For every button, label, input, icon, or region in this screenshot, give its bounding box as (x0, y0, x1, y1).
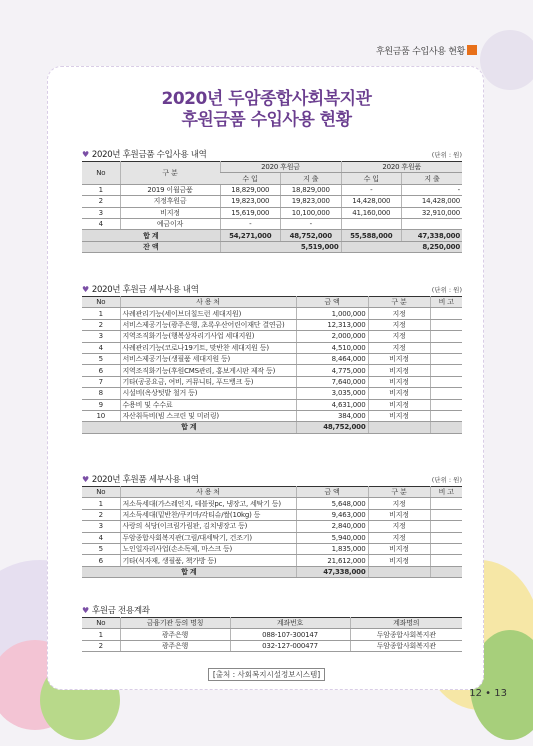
bg-cloud-right (480, 30, 533, 90)
section-title: ♥ 후원금 전용계좌 (82, 606, 150, 616)
balance-row: 잔 액 5,519,000 8,250,000 (82, 241, 462, 252)
section-title: ♥ 2020년 후원금 세부사용 내역 (82, 285, 199, 295)
table-row: 9 수용비 및 수수료 4,631,000 비지정 (82, 399, 462, 410)
table-row: 5 노인일자리사업(손소독제, 마스크 등) 1,835,000 비지정 (82, 543, 462, 554)
table-row: 10 자산취득비(빔 스크린 및 미러링) 384,000 비지정 (82, 410, 462, 421)
unit-label: (단위 : 원) (431, 286, 462, 294)
table-row: 3 사랑의 식당(이크림가림판, 김치냉장고 등) 2,840,000 지정 (82, 521, 462, 532)
table-row: 2 저소득세대(밑반찬/쿠키마/각티슈/쌀(10kg) 등 9,463,000 비지정 (82, 509, 462, 520)
page-title-line1: 2020년 두암종합사회복지관 (161, 89, 372, 109)
section-donation-detail (82, 283, 462, 434)
unit-label: (단위 : 원) (431, 151, 462, 159)
table-row: 4 사례관리기능(코로나19기트, 맞반찬 세대지원 등) 4,510,000 지정 (82, 342, 462, 353)
section-account (82, 604, 462, 652)
goods-detail-table: No 사 용 처 금 액 구 분 비 고 1 저소득세대(가스레인지, 테블릿pc, 냉장고, 세탁기 등) 5,648,000 지정 2 저소득세대(밑반찬/쿠키마/각티슈/쌀(10kg) 등 9,463,000 비지정 3 사랑의 식당(이크림가림판, 김치냉장고 등) 2,840,000 지정 4 두암종합사회복지관(그림/대세탁기, 건조기) 5,940,000 지정 5 노인일자리사업(손소독제, 마스크 등) 1,835,000 비지정 6 기타(식자재, 생필품, 책가방 등) 21,612,000 비지정 합 계 47,338,000 (82, 486, 462, 578)
heart-icon: ♥ (82, 285, 89, 294)
table-row: 3 지역조직화기능(행복상자리기사업 세대지원) 2,000,000 지정 (82, 331, 462, 342)
heart-icon: ♥ (82, 150, 89, 159)
total-row: 합 계 48,752,000 (82, 422, 462, 433)
table-row: 1 사례관리기능(세이브더칠드런 세대지원) 1,000,000 지정 (82, 308, 462, 319)
section-title: ♥ 2020년 후원품 세부사용 내역 (82, 475, 199, 485)
table-row: 2 서비스제공기능(광주은행, 초록우산어린이재단 결연금) 12,313,000 지정 (82, 319, 462, 330)
account-table: No 금융기관 등의 명칭 계좌번호 계좌명의 1 광주은행 088-107-300147 두암종합사회복지관 2 광주은행 032-127-000477 두암종합사회복지관 (82, 617, 462, 652)
donation-detail-table: No 사 용 처 금 액 구 분 비 고 1 사례관리기능(세이브더칠드런 세대지원) 1,000,000 지정 2 서비스제공기능(광주은행, 초록우산어린이재단 결연금) 12,313,000 지정 3 지역조직화기능(행복상자리기사업 세대지원) 2,000,000 지정 4 사례관리기능(코로나19기트, 맞반찬 세대지원 등) 4,510,000 지정 5 서비스제공기능(생필품 세대지원 등) 8,464,000 비지정 6 지역조직화기능(후원CMS관리, 홍보게시판 제작 등) 4,775,000 비지정 7 기타(공공요금, 여비, 커뮤니티, 푸드뱅크 등) 7,640,000 비지정 8 시설비(옥상텃밭 철거 등) 3,035,000 비지정 9 수용비 및 수수료 4,631,000 비지정 10 자산취득비(빔 스크린 및 미러링) 384,000 비지정 합 계 48,752,000 (82, 296, 462, 434)
total-row: 합 계 54,271,000 48,752,000 55,588,000 47,338,000 (82, 230, 462, 241)
table-row: 7 기타(공공요금, 여비, 커뮤니티, 푸드뱅크 등) 7,640,000 비지정 (82, 376, 462, 387)
income-expense-table: No 구 분 2020 후원금 2020 후원품 수 입 지 출 수 입 지 출 1 2019 이월금품 18,829,000 18,829,000 - - 2 지정후원금 19,823,000 19,823,000 14,428,000 14,428,000 3 비지정 15,619,000 10,100,000 41,160,000 32,910,000 4 예금이자 - - 합 계 54,271,000 48,752,000 55,588,000 47,338,000 잔 액 5,519,000 8,250,000 (82, 161, 462, 253)
table-row: 1 저소득세대(가스레인지, 테블릿pc, 냉장고, 세탁기 등) 5,648,000 지정 (82, 498, 462, 509)
table-row: 6 지역조직화기능(후원CMS관리, 홍보게시판 제작 등) 4,775,000 비지정 (82, 365, 462, 376)
table-row: 4 예금이자 - - (82, 218, 462, 229)
table-row: 5 서비스제공기능(생필품 세대지원 등) 8,464,000 비지정 (82, 353, 462, 364)
heart-icon: ♥ (82, 606, 89, 615)
page-title-line2: 후원금품 수입사용 현황 (181, 110, 352, 130)
table-row: 1 2019 이월금품 18,829,000 18,829,000 - - (82, 184, 462, 195)
source-note: [출처 : 사회복지시설정보시스템] (0, 669, 533, 680)
heart-icon: ♥ (82, 475, 89, 484)
total-row: 합 계 47,338,000 (82, 566, 462, 577)
table-row: 4 두암종합사회복지관(그림/대세탁기, 건조기) 5,940,000 지정 (82, 532, 462, 543)
table-row: 2 광주은행 032-127-000477 두암종합사회복지관 (82, 640, 462, 651)
section-income-expense (82, 148, 462, 253)
unit-label: (단위 : 원) (431, 476, 462, 484)
table-row: 3 비지정 15,619,000 10,100,000 41,160,000 32,910,000 (82, 207, 462, 218)
page-number: 12 • 13 (469, 688, 507, 699)
header-square-icon (467, 45, 477, 55)
section-title: ♥ 2020년 후원금품 수입사용 내역 (82, 150, 207, 160)
table-row: 1 광주은행 088-107-300147 두암종합사회복지관 (82, 629, 462, 640)
table-row: 8 시설비(옥상텃밭 철거 등) 3,035,000 비지정 (82, 388, 462, 399)
running-header: 후원금품 수입사용 현황 (375, 47, 465, 57)
table-row: 2 지정후원금 19,823,000 19,823,000 14,428,000 14,428,000 (82, 196, 462, 207)
section-goods-detail (82, 473, 462, 578)
table-row: 6 기타(식자재, 생필품, 책가방 등) 21,612,000 비지정 (82, 555, 462, 566)
